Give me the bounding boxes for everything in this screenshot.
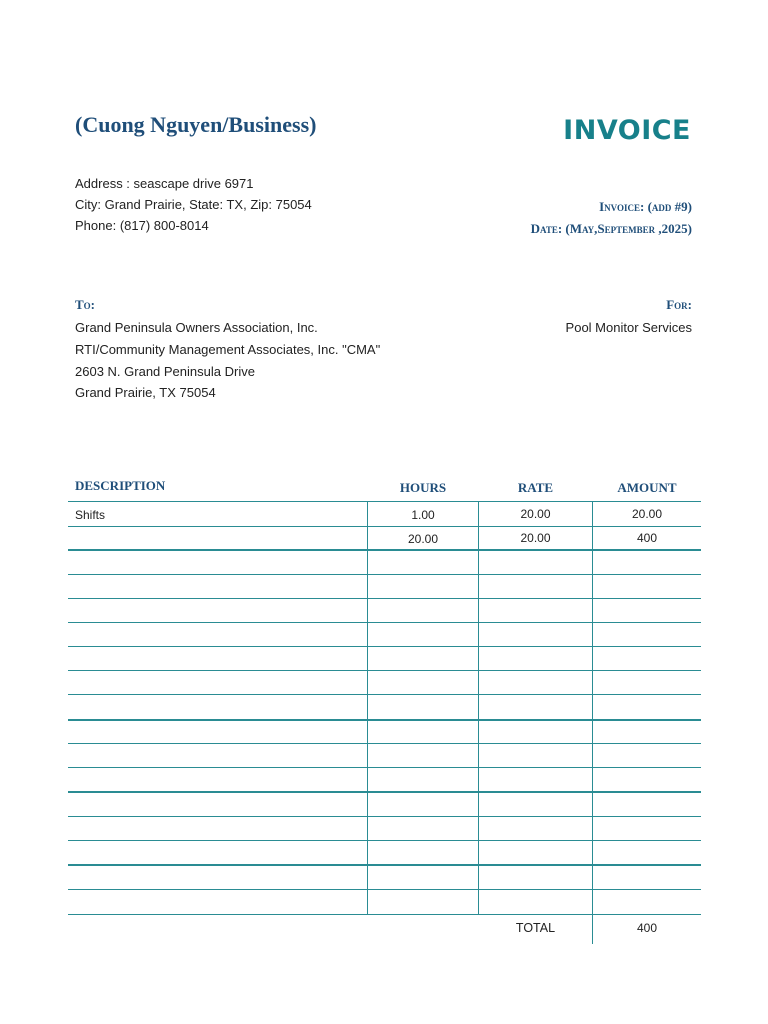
bill-to-line: Grand Peninsula Owners Association, Inc.: [75, 320, 318, 335]
for-label: For:: [666, 297, 692, 312]
total-label: TOTAL: [515, 921, 556, 935]
col-header-rate: RATE: [517, 480, 554, 495]
invoice-title: INVOICE: [563, 115, 691, 146]
sender-phone: Phone: (817) 800-8014: [75, 218, 209, 233]
bill-to-line: Grand Prairie, TX 75054: [75, 385, 216, 400]
cell-hours: 1.00: [411, 508, 435, 522]
cell-hours: 20.00: [407, 532, 439, 546]
invoice-number: Invoice: (add #9): [599, 199, 692, 214]
sender-city-line: City: Grand Prairie, State: TX, Zip: 75054: [75, 197, 312, 212]
for-value: Pool Monitor Services: [565, 320, 692, 335]
total-value: 400: [636, 921, 658, 935]
col-header-amount: AMOUNT: [617, 480, 677, 495]
invoice-date: Date: (May,September ,2025): [530, 221, 692, 236]
col-header-description: DESCRIPTION: [75, 478, 166, 493]
cell-rate: 20.00: [520, 531, 551, 545]
cell-amount: 400: [636, 531, 658, 545]
business-name: (Cuong Nguyen/Business): [75, 112, 317, 137]
col-header-hours: HOURS: [399, 480, 447, 495]
cell-description: Shifts: [75, 508, 106, 522]
cell-rate: 20.00: [520, 507, 551, 521]
bill-to-line: 2603 N. Grand Peninsula Drive: [75, 364, 255, 379]
to-label: To:: [75, 297, 96, 312]
cell-amount: 20.00: [631, 507, 663, 521]
bill-to-line: RTI/Community Management Associates, Inc. "CMA": [75, 342, 381, 357]
sender-address: Address : seascape drive 6971: [75, 176, 254, 191]
